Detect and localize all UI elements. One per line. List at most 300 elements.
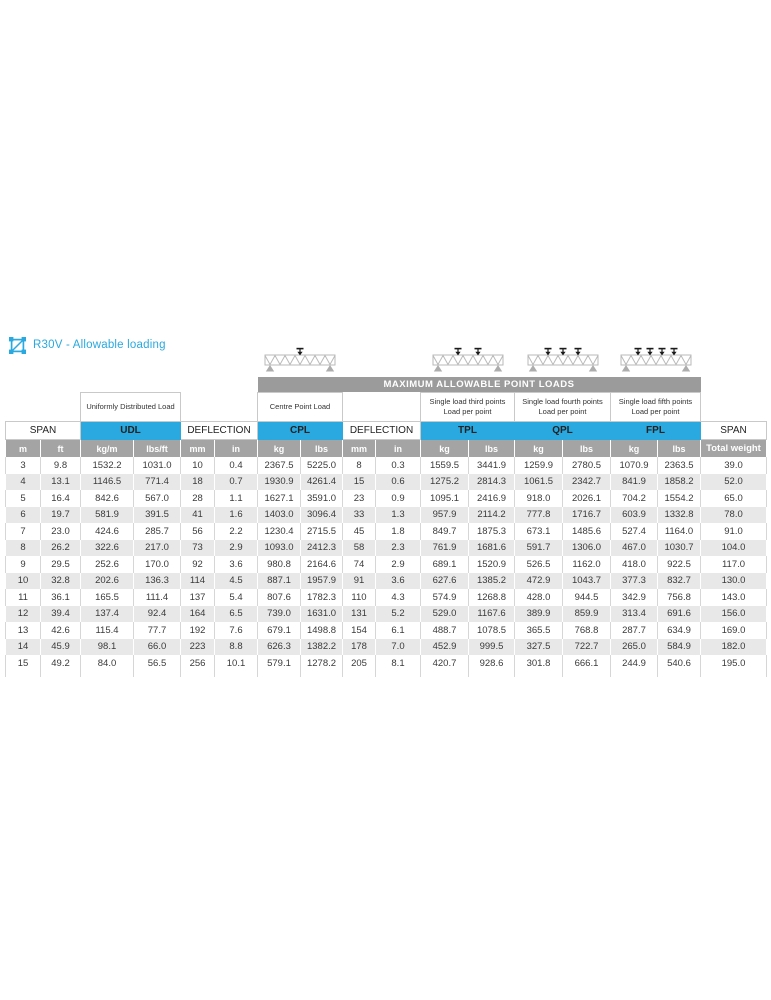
table-cell: 33 <box>343 507 376 524</box>
table-cell: 2412.3 <box>301 540 343 557</box>
qpl-description: Single load fourth points Load per point <box>515 393 611 422</box>
table-cell: 66.0 <box>134 639 181 656</box>
table-cell: 6 <box>6 507 41 524</box>
table-cell: 3.6 <box>376 573 421 590</box>
table-cell: 1930.9 <box>258 474 301 491</box>
span-header-left: SPAN <box>6 422 81 440</box>
table-cell: 4261.4 <box>301 474 343 491</box>
stub-cell <box>563 672 611 677</box>
table-cell: 1164.0 <box>658 523 701 540</box>
table-cell: 5 <box>6 490 41 507</box>
table-cell: 41 <box>181 507 215 524</box>
table-cell: 115.4 <box>81 622 134 639</box>
spacer <box>6 347 258 377</box>
table-cell: 10.1 <box>215 655 258 672</box>
table-cell: 1332.8 <box>658 507 701 524</box>
table-cell: 1095.1 <box>421 490 469 507</box>
unit-header: lbs/ft <box>134 440 181 458</box>
table-cell: 4.5 <box>215 573 258 590</box>
table-cell: 957.9 <box>421 507 469 524</box>
table-cell: 922.5 <box>658 556 701 573</box>
stub-cell <box>469 672 515 677</box>
load-diagram-row <box>6 347 767 377</box>
table-cell: 9 <box>6 556 41 573</box>
table-cell: 342.9 <box>611 589 658 606</box>
table-cell: 131 <box>343 606 376 623</box>
stub-cell <box>181 672 215 677</box>
cpl-description: Centre Point Load <box>258 393 343 422</box>
table-cell: 56 <box>181 523 215 540</box>
table-cell: 287.7 <box>611 622 658 639</box>
table-cell: 223 <box>181 639 215 656</box>
spacer <box>343 347 421 377</box>
table-cell: 28 <box>181 490 215 507</box>
table-cell: 2814.3 <box>469 474 515 491</box>
table-cell: 768.8 <box>563 622 611 639</box>
table-cell: 130.0 <box>701 573 767 590</box>
unit-header: m <box>6 440 41 458</box>
table-cell: 739.0 <box>258 606 301 623</box>
table-cell: 8.1 <box>376 655 421 672</box>
stub-cell <box>301 672 343 677</box>
table-cell: 2.9 <box>376 556 421 573</box>
table-cell: 16.4 <box>41 490 81 507</box>
table-cell: 244.9 <box>611 655 658 672</box>
table-cell: 9.8 <box>41 457 81 474</box>
table-cell: 6.1 <box>376 622 421 639</box>
table-cell: 26.2 <box>41 540 81 557</box>
table-cell: 540.6 <box>658 655 701 672</box>
table-cell: 1957.9 <box>301 573 343 590</box>
table-cell: 2114.2 <box>469 507 515 524</box>
bottom-stub-row <box>6 672 767 677</box>
table-cell: 1858.2 <box>658 474 701 491</box>
table-cell: 1520.9 <box>469 556 515 573</box>
unit-header: in <box>376 440 421 458</box>
truss-third-points-load-icon <box>421 347 515 377</box>
table-cell: 137.4 <box>81 606 134 623</box>
table-cell: 841.9 <box>611 474 658 491</box>
table-cell: 0.9 <box>376 490 421 507</box>
table-cell: 327.5 <box>515 639 563 656</box>
table-cell: 217.0 <box>134 540 181 557</box>
table-cell: 526.5 <box>515 556 563 573</box>
stub-cell <box>215 672 258 677</box>
table-cell: 771.4 <box>134 474 181 491</box>
stub-cell <box>6 672 41 677</box>
table-cell: 472.9 <box>515 573 563 590</box>
table-cell: 2715.5 <box>301 523 343 540</box>
table-cell: 285.7 <box>134 523 181 540</box>
table-cell: 3.6 <box>215 556 258 573</box>
table-cell: 1061.5 <box>515 474 563 491</box>
table-body <box>6 457 767 672</box>
table-row <box>6 622 767 639</box>
table-cell: 322.6 <box>81 540 134 557</box>
table-cell: 591.7 <box>515 540 563 557</box>
table-cell: 143.0 <box>701 589 767 606</box>
table-cell: 165.5 <box>81 589 134 606</box>
table-cell: 11 <box>6 589 41 606</box>
table-cell: 170.0 <box>134 556 181 573</box>
table-cell: 603.9 <box>611 507 658 524</box>
table-cell: 529.0 <box>421 606 469 623</box>
table-cell: 19.7 <box>41 507 81 524</box>
table-cell: 1259.9 <box>515 457 563 474</box>
table-cell: 2.2 <box>215 523 258 540</box>
table-cell: 1681.6 <box>469 540 515 557</box>
table-cell: 137 <box>181 589 215 606</box>
table-cell: 7.0 <box>376 639 421 656</box>
table-cell: 389.9 <box>515 606 563 623</box>
table-cell: 842.6 <box>81 490 134 507</box>
table-cell: 73 <box>181 540 215 557</box>
spacer <box>6 393 81 422</box>
table-cell: 1.8 <box>376 523 421 540</box>
table-cell: 32.8 <box>41 573 81 590</box>
table-cell: 164 <box>181 606 215 623</box>
table-cell: 1631.0 <box>301 606 343 623</box>
table-cell: 627.6 <box>421 573 469 590</box>
spacer <box>701 347 767 377</box>
table-cell: 52.0 <box>701 474 767 491</box>
stub-cell <box>658 672 701 677</box>
table-cell: 10 <box>6 573 41 590</box>
table-cell: 428.0 <box>515 589 563 606</box>
table-cell: 2367.5 <box>258 457 301 474</box>
table-cell: 65.0 <box>701 490 767 507</box>
table-cell: 156.0 <box>701 606 767 623</box>
table-cell: 91.0 <box>701 523 767 540</box>
table-cell: 1268.8 <box>469 589 515 606</box>
table-cell: 666.1 <box>563 655 611 672</box>
table-cell: 6.5 <box>215 606 258 623</box>
table-cell: 56.5 <box>134 655 181 672</box>
table-cell: 859.9 <box>563 606 611 623</box>
unit-header: mm <box>181 440 215 458</box>
spacer <box>701 377 767 393</box>
table-cell: 1782.3 <box>301 589 343 606</box>
allowable-loading-table <box>5 347 766 677</box>
table-cell: 365.5 <box>515 622 563 639</box>
table-cell: 673.1 <box>515 523 563 540</box>
stub-cell <box>611 672 658 677</box>
table-row <box>6 474 767 491</box>
table-cell: 5.2 <box>376 606 421 623</box>
table-cell: 1.6 <box>215 507 258 524</box>
table-cell: 3441.9 <box>469 457 515 474</box>
table-cell: 2363.5 <box>658 457 701 474</box>
deflection-header-1: DEFLECTION <box>181 422 258 440</box>
table-cell: 5225.0 <box>301 457 343 474</box>
fpl-header: FPL <box>611 422 701 440</box>
table-cell: 527.4 <box>611 523 658 540</box>
table-cell: 1275.2 <box>421 474 469 491</box>
stub-cell <box>701 672 767 677</box>
table-cell: 301.8 <box>515 655 563 672</box>
table-cell: 23 <box>343 490 376 507</box>
deflection-header-2: DEFLECTION <box>343 422 421 440</box>
table-cell: 1306.0 <box>563 540 611 557</box>
unit-header: lbs <box>563 440 611 458</box>
table-cell: 807.6 <box>258 589 301 606</box>
table-cell: 574.9 <box>421 589 469 606</box>
units-row <box>6 440 767 458</box>
unit-header: lbs <box>301 440 343 458</box>
table-cell: 2164.6 <box>301 556 343 573</box>
table-cell: 7.6 <box>215 622 258 639</box>
stub-cell <box>258 672 301 677</box>
column-group-header-row <box>6 422 767 440</box>
load-description-row <box>6 393 767 422</box>
table-cell: 584.9 <box>658 639 701 656</box>
page-title-text: R30V - Allowable loading <box>33 339 166 351</box>
table-row <box>6 490 767 507</box>
table-cell: 756.8 <box>658 589 701 606</box>
table-cell: 77.7 <box>134 622 181 639</box>
table-cell: 2.3 <box>376 540 421 557</box>
cpl-header: CPL <box>258 422 343 440</box>
table-cell: 1716.7 <box>563 507 611 524</box>
table-cell: 15 <box>343 474 376 491</box>
table-cell: 420.7 <box>421 655 469 672</box>
table-cell: 117.0 <box>701 556 767 573</box>
table-row <box>6 589 767 606</box>
udl-description: Uniformly Distributed Load <box>81 393 181 422</box>
table-cell: 58 <box>343 540 376 557</box>
table-cell: 452.9 <box>421 639 469 656</box>
fpl-description: Single load fifth points Load per point <box>611 393 701 422</box>
table-cell: 1167.6 <box>469 606 515 623</box>
unit-header: kg <box>258 440 301 458</box>
table-cell: 114 <box>181 573 215 590</box>
data-table <box>5 347 767 677</box>
table-cell: 92 <box>181 556 215 573</box>
max-point-loads-banner: MAXIMUM ALLOWABLE POINT LOADS <box>258 377 701 393</box>
table-cell: 0.3 <box>376 457 421 474</box>
table-row <box>6 507 767 524</box>
table-cell: 689.1 <box>421 556 469 573</box>
table-row <box>6 606 767 623</box>
udl-header: UDL <box>81 422 181 440</box>
table-cell: 1875.3 <box>469 523 515 540</box>
table-cell: 74 <box>343 556 376 573</box>
table-cell: 1532.2 <box>81 457 134 474</box>
table-cell: 1403.0 <box>258 507 301 524</box>
table-cell: 45.9 <box>41 639 81 656</box>
tpl-description: Single load third points Load per point <box>421 393 515 422</box>
truss-fifth-points-load-icon <box>611 347 701 377</box>
table-cell: 8 <box>343 457 376 474</box>
table-cell: 45 <box>343 523 376 540</box>
table-cell: 722.7 <box>563 639 611 656</box>
table-cell: 1146.5 <box>81 474 134 491</box>
table-row <box>6 457 767 474</box>
table-cell: 154 <box>343 622 376 639</box>
table-cell: 1230.4 <box>258 523 301 540</box>
unit-header: kg <box>421 440 469 458</box>
unit-header: mm <box>343 440 376 458</box>
unit-header: in <box>215 440 258 458</box>
table-cell: 418.0 <box>611 556 658 573</box>
table-cell: 98.1 <box>81 639 134 656</box>
unit-header: kg/m <box>81 440 134 458</box>
table-cell: 424.6 <box>81 523 134 540</box>
table-cell: 110 <box>343 589 376 606</box>
table-cell: 111.4 <box>134 589 181 606</box>
table-cell: 634.9 <box>658 622 701 639</box>
stub-cell <box>81 672 134 677</box>
stub-cell <box>376 672 421 677</box>
table-row <box>6 573 767 590</box>
table-row <box>6 523 767 540</box>
table-cell: 2416.9 <box>469 490 515 507</box>
table-cell: 12 <box>6 606 41 623</box>
table-cell: 3 <box>6 457 41 474</box>
table-cell: 567.0 <box>134 490 181 507</box>
unit-header: kg <box>515 440 563 458</box>
table-cell: 944.5 <box>563 589 611 606</box>
spacer <box>701 393 767 422</box>
table-cell: 887.1 <box>258 573 301 590</box>
table-cell: 18 <box>181 474 215 491</box>
table-cell: 377.3 <box>611 573 658 590</box>
table-cell: 178 <box>343 639 376 656</box>
table-cell: 1070.9 <box>611 457 658 474</box>
stub-cell <box>134 672 181 677</box>
unit-header: ft <box>41 440 81 458</box>
table-cell: 7 <box>6 523 41 540</box>
table-cell: 195.0 <box>701 655 767 672</box>
table-cell: 84.0 <box>81 655 134 672</box>
table-cell: 2342.7 <box>563 474 611 491</box>
table-cell: 980.8 <box>258 556 301 573</box>
table-cell: 849.7 <box>421 523 469 540</box>
stub-cell <box>343 672 376 677</box>
table-cell: 0.7 <box>215 474 258 491</box>
table-cell: 5.4 <box>215 589 258 606</box>
qpl-header: QPL <box>515 422 611 440</box>
table-cell: 1498.8 <box>301 622 343 639</box>
table-cell: 13 <box>6 622 41 639</box>
table-row <box>6 556 767 573</box>
stub-cell <box>41 672 81 677</box>
table-cell: 1030.7 <box>658 540 701 557</box>
table-cell: 252.6 <box>81 556 134 573</box>
table-cell: 4 <box>6 474 41 491</box>
table-cell: 23.0 <box>41 523 81 540</box>
table-cell: 313.4 <box>611 606 658 623</box>
table-cell: 202.6 <box>81 573 134 590</box>
table-cell: 13.1 <box>41 474 81 491</box>
table-cell: 91 <box>343 573 376 590</box>
table-cell: 1162.0 <box>563 556 611 573</box>
spacer <box>343 393 421 422</box>
table-cell: 78.0 <box>701 507 767 524</box>
table-cell: 1093.0 <box>258 540 301 557</box>
table-cell: 0.4 <box>215 457 258 474</box>
table-cell: 104.0 <box>701 540 767 557</box>
span-header-right: SPAN <box>701 422 767 440</box>
unit-header: kg <box>611 440 658 458</box>
table-cell: 192 <box>181 622 215 639</box>
unit-header: Total weight <box>701 440 767 458</box>
table-cell: 8 <box>6 540 41 557</box>
table-cell: 918.0 <box>515 490 563 507</box>
table-cell: 679.1 <box>258 622 301 639</box>
table-cell: 36.1 <box>41 589 81 606</box>
table-cell: 29.5 <box>41 556 81 573</box>
table-cell: 1382.2 <box>301 639 343 656</box>
table-cell: 136.3 <box>134 573 181 590</box>
table-cell: 581.9 <box>81 507 134 524</box>
table-cell: 832.7 <box>658 573 701 590</box>
unit-header: lbs <box>658 440 701 458</box>
table-cell: 15 <box>6 655 41 672</box>
truss-centre-point-load-icon <box>258 347 343 377</box>
table-cell: 1078.5 <box>469 622 515 639</box>
table-cell: 1.1 <box>215 490 258 507</box>
table-cell: 626.3 <box>258 639 301 656</box>
table-cell: 42.6 <box>41 622 81 639</box>
table-cell: 2026.1 <box>563 490 611 507</box>
table-cell: 0.6 <box>376 474 421 491</box>
table-cell: 265.0 <box>611 639 658 656</box>
tpl-header: TPL <box>421 422 515 440</box>
table-cell: 3591.0 <box>301 490 343 507</box>
table-cell: 8.8 <box>215 639 258 656</box>
unit-header: lbs <box>469 440 515 458</box>
table-cell: 39.0 <box>701 457 767 474</box>
table-cell: 1559.5 <box>421 457 469 474</box>
table-row <box>6 639 767 656</box>
table-cell: 1.3 <box>376 507 421 524</box>
table-cell: 761.9 <box>421 540 469 557</box>
table-cell: 205 <box>343 655 376 672</box>
table-cell: 49.2 <box>41 655 81 672</box>
table-cell: 39.4 <box>41 606 81 623</box>
table-cell: 10 <box>181 457 215 474</box>
table-cell: 1031.0 <box>134 457 181 474</box>
table-cell: 691.6 <box>658 606 701 623</box>
table-cell: 2.9 <box>215 540 258 557</box>
table-cell: 256 <box>181 655 215 672</box>
table-cell: 1043.7 <box>563 573 611 590</box>
truss-fourth-points-load-icon <box>515 347 611 377</box>
table-cell: 1385.2 <box>469 573 515 590</box>
table-row <box>6 655 767 672</box>
stub-cell <box>515 672 563 677</box>
table-cell: 777.8 <box>515 507 563 524</box>
table-cell: 169.0 <box>701 622 767 639</box>
table-cell: 928.6 <box>469 655 515 672</box>
spacer <box>181 393 258 422</box>
table-cell: 1627.1 <box>258 490 301 507</box>
table-cell: 92.4 <box>134 606 181 623</box>
table-cell: 2780.5 <box>563 457 611 474</box>
table-cell: 1278.2 <box>301 655 343 672</box>
table-cell: 14 <box>6 639 41 656</box>
table-cell: 182.0 <box>701 639 767 656</box>
spacer <box>6 377 258 393</box>
table-cell: 579.1 <box>258 655 301 672</box>
table-cell: 3096.4 <box>301 507 343 524</box>
table-cell: 467.0 <box>611 540 658 557</box>
banner-row <box>6 377 767 393</box>
table-cell: 999.5 <box>469 639 515 656</box>
table-cell: 704.2 <box>611 490 658 507</box>
table-cell: 4.3 <box>376 589 421 606</box>
